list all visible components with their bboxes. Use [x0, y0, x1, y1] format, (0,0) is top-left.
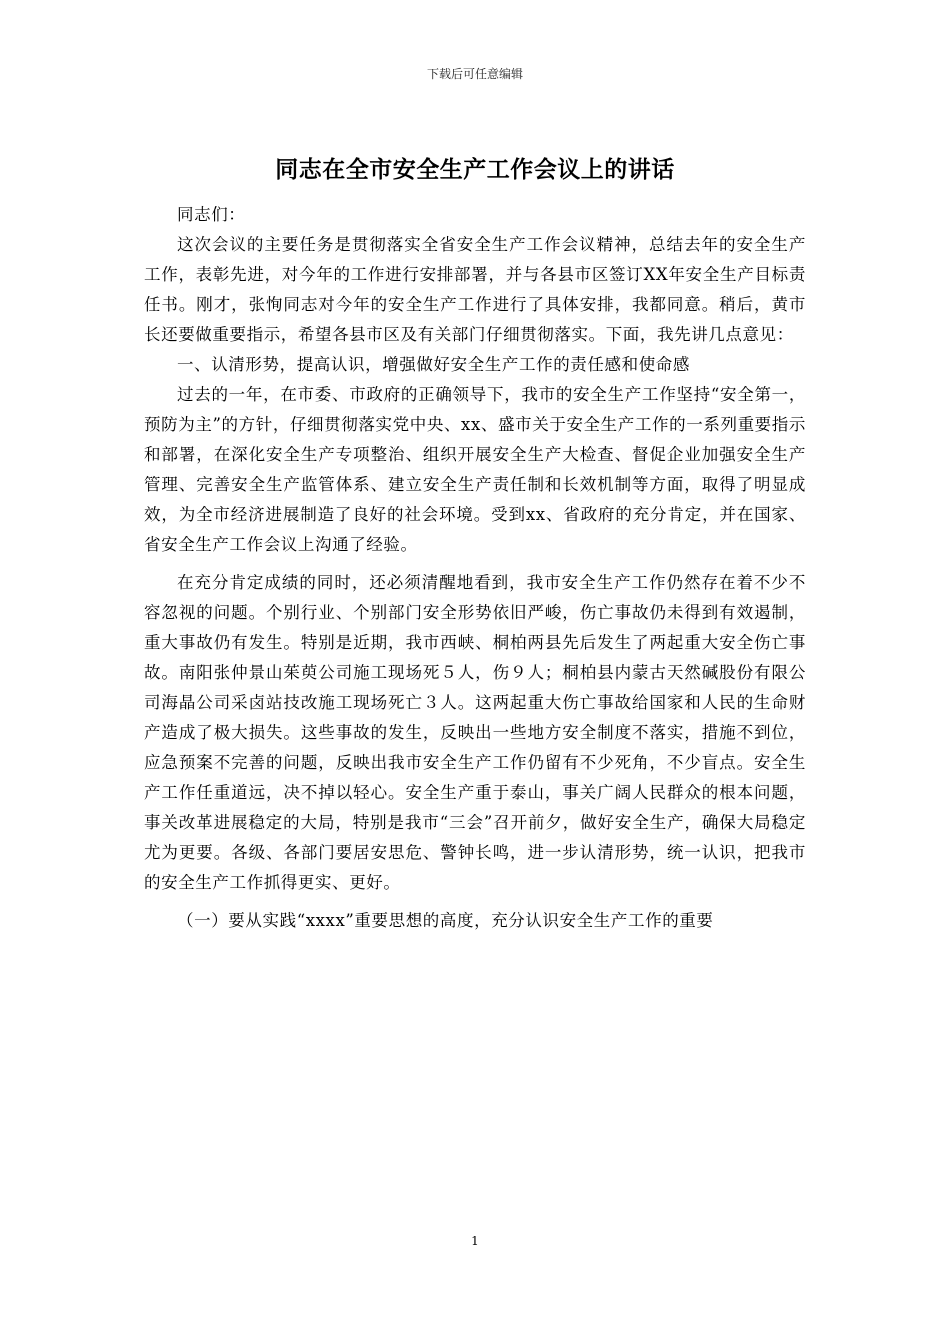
section-heading-1: 一、认清形势，提高认识，增强做好安全生产工作的责任感和使命感 [177, 355, 690, 374]
body-paragraph-intro: 这次会议的主要任务是贯彻落实全省安全生产工作会议精神，总结去年的安全生产工作，表彰先进，对今年的工作进行安排部署，并与各县市区签订XX年安全生产目标责任书。刚才，张恂同志对今年的安全生产工作进行了具体安排，我都同意。稍后，黄市长还要做重要指示，希望各县市区及有关部门仔细贯彻落实。下面，我先讲几点意见： [144, 235, 806, 344]
subsection-heading-1: （一）要从实践“xxxx”重要思想的高度，充分认识安全生产工作的重要 [177, 911, 714, 930]
salutation-paragraph: 同志们： [177, 205, 246, 224]
body-paragraph-achievements: 过去的一年，在市委、市政府的正确领导下，我市的安全生产工作坚持“安全第一，预防为主”的方针，仔细贯彻落实党中央、xx、盛市关于安全生产工作的一系列重要指示和部署，在深化安全生产专项整治、组织开展安全生产大检查、督促企业加强安全生产管理、完善安全生产监管体系、建立安全生产责任制和长效机制等方面，取得了明显成效，为全市经济进展制造了良好的社会环境。受到xx、省政府的充分肯定，并在国家、省安全生产工作会议上沟通了经验。 [144, 385, 806, 554]
document-title: 同志在全市安全生产工作会议上的讲话 [275, 157, 675, 183]
document-body [144, 200, 806, 936]
page-number: 1 [471, 1234, 479, 1248]
body-paragraph-problems: 在充分肯定成绩的同时，还必须清醒地看到，我市安全生产工作仍然存在着不少不容忽视的问题。个别行业、个别部门安全形势依旧严峻，伤亡事故仍未得到有效遏制，重大事故仍有发生。特别是近期，我市西峡、桐柏两县先后发生了两起重大安全伤亡事故。南阳张仲景山茱萸公司施工现场死５人，伤９人；桐柏县内蒙古天然碱股份有限公司海晶公司采卤站技改施工现场死亡３人。这两起重大伤亡事故给国家和人民的生命财产造成了极大损失。这些事故的发生，反映出一些地方安全制度不落实，措施不到位，应急预案不完善的问题，反映出我市安全生产工作仍留有不少死角，不少盲点。安全生产工作任重道远，决不掉以轻心。安全生产重于泰山，事关广阔人民群众的根本问题，事关改革进展稳定的大局，特别是我市“三会”召开前夕，做好安全生产，确保大局稳定尤为更要。各级、各部门要居安思危、警钟长鸣，进一步认清形势，统一认识，把我市的安全生产工作抓得更实、更好。 [144, 573, 806, 892]
page-header: 下载后可任意编辑 [426, 67, 523, 81]
